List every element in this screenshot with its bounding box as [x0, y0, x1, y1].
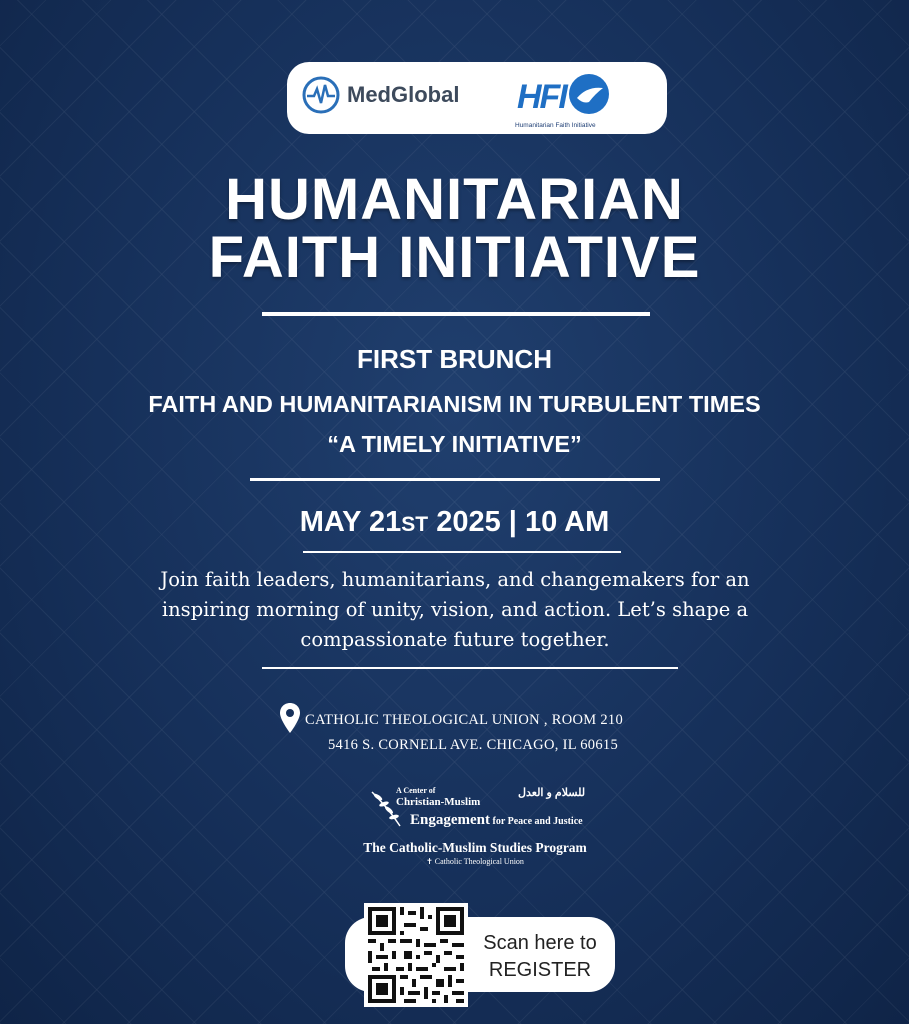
- divider-middle: [250, 478, 660, 481]
- medglobal-mark-icon: [301, 75, 341, 115]
- hfi-subtitle: Humanitarian Faith Initiative: [515, 122, 596, 129]
- register-line-2: REGISTER: [488, 959, 592, 981]
- date-suffix: ST: [401, 513, 429, 536]
- date-year-time: 2025 | 10 AM: [428, 506, 610, 538]
- partner-peace-justice: for Peace and Justice: [490, 816, 583, 827]
- partner-ctu: ✝ Catholic Theological Union: [426, 857, 524, 866]
- cme-partner-logo: [340, 786, 610, 876]
- event-heading: FIRST BRUNCH: [357, 344, 552, 374]
- partner-line-3: [410, 812, 583, 829]
- partner-line-2: Christian-Muslim: [396, 796, 481, 808]
- qr-code[interactable]: [364, 903, 468, 1007]
- title-line-2: FAITH INITIATIVE: [208, 225, 701, 290]
- location-pin-icon: [280, 703, 300, 733]
- register-line-1: Scan here to: [483, 932, 597, 954]
- divider-bottom: [262, 667, 678, 669]
- divider-top: [262, 312, 650, 316]
- hfi-letters: HFI: [517, 78, 566, 116]
- event-date: [0, 506, 909, 539]
- date-month-day: MAY 21: [299, 506, 402, 538]
- partner-program: The Catholic-Muslim Studies Program: [363, 840, 587, 855]
- event-tagline: “A TIMELY INITIATIVE”: [327, 431, 582, 457]
- title-line-1: HUMANITARIAN: [225, 167, 684, 232]
- event-theme: FAITH AND HUMANITARIANISM IN TURBULENT TIMES: [148, 391, 761, 417]
- medglobal-wordmark: MedGlobal: [347, 82, 460, 107]
- hfi-logo: [515, 66, 655, 130]
- dove-icon: [559, 72, 609, 116]
- partner-logo-bar: [287, 62, 667, 134]
- location-line-2: 5416 S. CORNELL AVE. CHICAGO, IL 60615: [328, 737, 618, 753]
- divider-date: [303, 551, 621, 553]
- location-line-1: CATHOLIC THEOLOGICAL UNION , ROOM 210: [305, 712, 623, 728]
- event-description: Join faith leaders, humanitarians, and changemakers for an inspiring morning of unity, vision, and action. Let’s shape a compassionate future together.: [160, 568, 750, 651]
- medglobal-logo: [301, 75, 459, 115]
- partner-engagement: Engagement: [410, 812, 490, 828]
- partner-arabic: للسلام و العدل: [518, 787, 586, 799]
- partner-line-1: A Center of: [396, 786, 436, 795]
- register-text[interactable]: [470, 930, 610, 984]
